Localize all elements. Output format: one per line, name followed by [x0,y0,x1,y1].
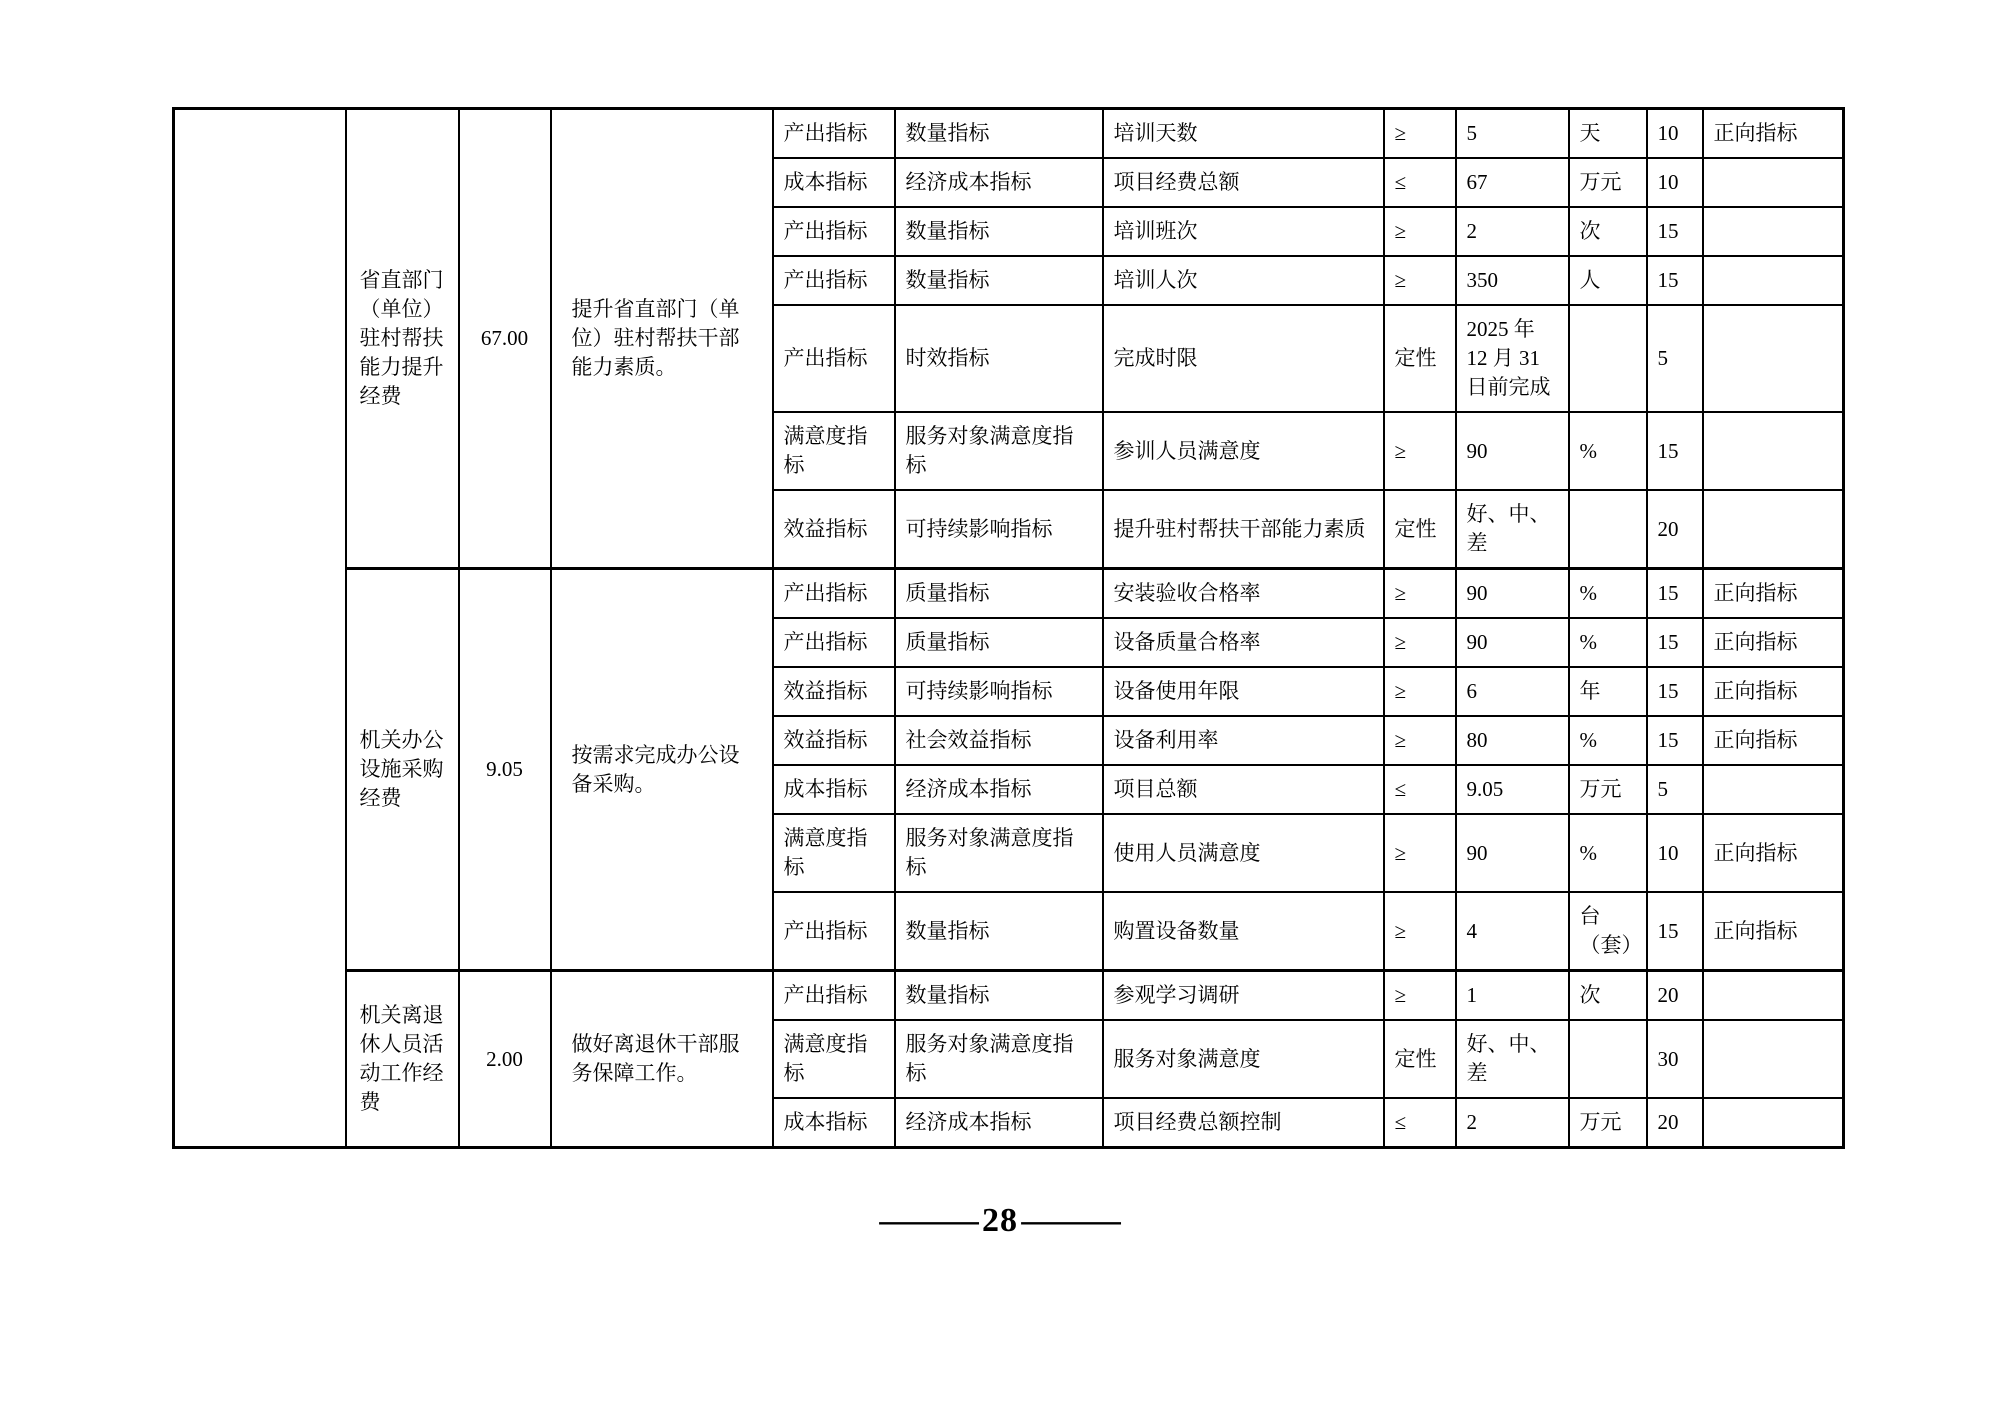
indicator-nature-cell: 正向指标 [1703,814,1844,892]
comparison-operator-cell: ≥ [1384,892,1456,971]
indicator-category-cell: 产出指标 [773,569,895,619]
indicator-value-cell: 90 [1456,814,1569,892]
indicator-nature-cell [1703,971,1844,1021]
performance-indicator-table [172,107,1845,1149]
score-cell: 10 [1647,158,1703,207]
indicator-category-cell: 产出指标 [773,971,895,1021]
indicator-subcategory-cell: 社会效益指标 [895,716,1103,765]
indicator-nature-cell: 正向指标 [1703,618,1844,667]
comparison-operator-cell: 定性 [1384,1020,1456,1098]
indicator-nature-cell: 正向指标 [1703,569,1844,619]
indicator-category-cell: 满意度指标 [773,1020,895,1098]
indicator-subcategory-cell: 经济成本指标 [895,765,1103,814]
table-body [174,109,1844,1148]
indicator-nature-cell [1703,158,1844,207]
project-amount-cell: 2.00 [459,971,551,1148]
indicator-nature-cell [1703,1020,1844,1098]
indicator-nature-cell: 正向指标 [1703,109,1844,159]
score-cell: 20 [1647,971,1703,1021]
indicator-nature-cell [1703,207,1844,256]
score-cell: 20 [1647,1098,1703,1148]
indicator-value-cell: 5 [1456,109,1569,159]
comparison-operator-cell: ≥ [1384,667,1456,716]
comparison-operator-cell: ≥ [1384,207,1456,256]
unit-cell: 台（套） [1569,892,1647,971]
indicator-name-cell: 服务对象满意度 [1103,1020,1384,1098]
indicator-subcategory-cell: 服务对象满意度指标 [895,1020,1103,1098]
indicator-name-cell: 项目经费总额 [1103,158,1384,207]
indicator-value-cell: 2 [1456,207,1569,256]
score-cell: 15 [1647,667,1703,716]
indicator-name-cell: 使用人员满意度 [1103,814,1384,892]
comparison-operator-cell: ≥ [1384,716,1456,765]
project-name-cell: 机关离退休人员活动工作经费 [346,971,459,1148]
indicator-category-cell: 产出指标 [773,618,895,667]
indicator-nature-cell [1703,412,1844,490]
score-cell: 15 [1647,618,1703,667]
indicator-name-cell: 项目总额 [1103,765,1384,814]
indicator-subcategory-cell: 数量指标 [895,256,1103,305]
indicator-row [174,109,1844,159]
indicator-category-cell: 效益指标 [773,667,895,716]
comparison-operator-cell: ≥ [1384,814,1456,892]
page-number-dash-right: — [1021,1202,1121,1239]
indicator-name-cell: 培训班次 [1103,207,1384,256]
indicator-subcategory-cell: 经济成本指标 [895,1098,1103,1148]
score-cell: 15 [1647,569,1703,619]
indicator-name-cell: 项目经费总额控制 [1103,1098,1384,1148]
indicator-row [174,971,1844,1021]
indicator-category-cell: 满意度指标 [773,814,895,892]
indicator-name-cell: 参训人员满意度 [1103,412,1384,490]
unit-cell: 万元 [1569,1098,1647,1148]
indicator-subcategory-cell: 可持续影响指标 [895,667,1103,716]
unit-cell: 万元 [1569,158,1647,207]
page-number-dash-left: — [879,1202,979,1239]
unit-cell: 年 [1569,667,1647,716]
comparison-operator-cell: ≥ [1384,569,1456,619]
unit-cell [1569,490,1647,569]
unit-cell: % [1569,716,1647,765]
indicator-row [174,569,1844,619]
indicator-nature-cell [1703,1098,1844,1148]
score-cell: 5 [1647,305,1703,412]
indicator-nature-cell [1703,305,1844,412]
indicator-nature-cell [1703,490,1844,569]
indicator-category-cell: 成本指标 [773,765,895,814]
comparison-operator-cell: 定性 [1384,305,1456,412]
indicator-name-cell: 购置设备数量 [1103,892,1384,971]
indicator-subcategory-cell: 数量指标 [895,207,1103,256]
indicator-category-cell: 成本指标 [773,158,895,207]
indicator-subcategory-cell: 服务对象满意度指标 [895,412,1103,490]
project-amount-cell: 9.05 [459,569,551,971]
unit-cell: 万元 [1569,765,1647,814]
indicator-nature-cell [1703,765,1844,814]
unit-cell: % [1569,814,1647,892]
unit-cell: 天 [1569,109,1647,159]
indicator-name-cell: 设备利用率 [1103,716,1384,765]
indicator-category-cell: 成本指标 [773,1098,895,1148]
score-cell: 10 [1647,109,1703,159]
score-cell: 30 [1647,1020,1703,1098]
indicator-value-cell: 2025 年 12 月 31 日前完成 [1456,305,1569,412]
indicator-category-cell: 产出指标 [773,892,895,971]
comparison-operator-cell: ≤ [1384,158,1456,207]
comparison-operator-cell: ≥ [1384,618,1456,667]
comparison-operator-cell: ≥ [1384,412,1456,490]
comparison-operator-cell: ≥ [1384,256,1456,305]
unit-cell: % [1569,618,1647,667]
indicator-value-cell: 好、中、差 [1456,1020,1569,1098]
indicator-value-cell: 6 [1456,667,1569,716]
unit-cell: % [1569,569,1647,619]
indicator-subcategory-cell: 服务对象满意度指标 [895,814,1103,892]
indicator-value-cell: 90 [1456,618,1569,667]
score-cell: 20 [1647,490,1703,569]
comparison-operator-cell: ≥ [1384,971,1456,1021]
indicator-nature-cell [1703,256,1844,305]
score-cell: 15 [1647,892,1703,971]
unit-cell: % [1569,412,1647,490]
project-description-cell: 按需求完成办公设备采购。 [551,569,773,971]
comparison-operator-cell: ≤ [1384,1098,1456,1148]
indicator-value-cell: 80 [1456,716,1569,765]
project-description-cell: 做好离退休干部服务保障工作。 [551,971,773,1148]
unit-cell: 次 [1569,207,1647,256]
unit-cell [1569,305,1647,412]
indicator-subcategory-cell: 质量指标 [895,569,1103,619]
spanning-empty-cell [174,109,346,1148]
score-cell: 10 [1647,814,1703,892]
indicator-value-cell: 90 [1456,412,1569,490]
indicator-subcategory-cell: 数量指标 [895,892,1103,971]
indicator-name-cell: 安装验收合格率 [1103,569,1384,619]
indicator-category-cell: 产出指标 [773,109,895,159]
indicator-subcategory-cell: 质量指标 [895,618,1103,667]
indicator-name-cell: 设备质量合格率 [1103,618,1384,667]
indicator-category-cell: 效益指标 [773,490,895,569]
indicator-name-cell: 培训人次 [1103,256,1384,305]
indicator-name-cell: 完成时限 [1103,305,1384,412]
indicator-name-cell: 提升驻村帮扶干部能力素质 [1103,490,1384,569]
project-amount-cell: 67.00 [459,109,551,569]
unit-cell: 次 [1569,971,1647,1021]
project-description-cell: 提升省直部门（单位）驻村帮扶干部能力素质。 [551,109,773,569]
comparison-operator-cell: ≥ [1384,109,1456,159]
page-number-value: 28 [982,1202,1018,1239]
indicator-name-cell: 参观学习调研 [1103,971,1384,1021]
project-name-cell: 省直部门（单位）驻村帮扶能力提升经费 [346,109,459,569]
indicator-category-cell: 满意度指标 [773,412,895,490]
indicator-value-cell: 350 [1456,256,1569,305]
indicator-value-cell: 1 [1456,971,1569,1021]
score-cell: 5 [1647,765,1703,814]
indicator-subcategory-cell: 数量指标 [895,109,1103,159]
indicator-category-cell: 产出指标 [773,207,895,256]
score-cell: 15 [1647,256,1703,305]
score-cell: 15 [1647,207,1703,256]
indicator-category-cell: 产出指标 [773,256,895,305]
score-cell: 15 [1647,716,1703,765]
indicator-nature-cell: 正向指标 [1703,716,1844,765]
score-cell: 15 [1647,412,1703,490]
indicator-category-cell: 产出指标 [773,305,895,412]
unit-cell: 人 [1569,256,1647,305]
indicator-subcategory-cell: 时效指标 [895,305,1103,412]
comparison-operator-cell: ≤ [1384,765,1456,814]
indicator-category-cell: 效益指标 [773,716,895,765]
indicator-value-cell: 90 [1456,569,1569,619]
indicator-name-cell: 设备使用年限 [1103,667,1384,716]
indicator-value-cell: 9.05 [1456,765,1569,814]
indicator-nature-cell: 正向指标 [1703,892,1844,971]
indicator-subcategory-cell: 可持续影响指标 [895,490,1103,569]
indicator-value-cell: 好、中、差 [1456,490,1569,569]
indicator-nature-cell: 正向指标 [1703,667,1844,716]
unit-cell [1569,1020,1647,1098]
comparison-operator-cell: 定性 [1384,490,1456,569]
indicator-subcategory-cell: 经济成本指标 [895,158,1103,207]
indicator-value-cell: 2 [1456,1098,1569,1148]
indicator-value-cell: 4 [1456,892,1569,971]
indicator-value-cell: 67 [1456,158,1569,207]
indicator-name-cell: 培训天数 [1103,109,1384,159]
project-name-cell: 机关办公设施采购经费 [346,569,459,971]
page-number [0,1202,2000,1240]
indicator-subcategory-cell: 数量指标 [895,971,1103,1021]
